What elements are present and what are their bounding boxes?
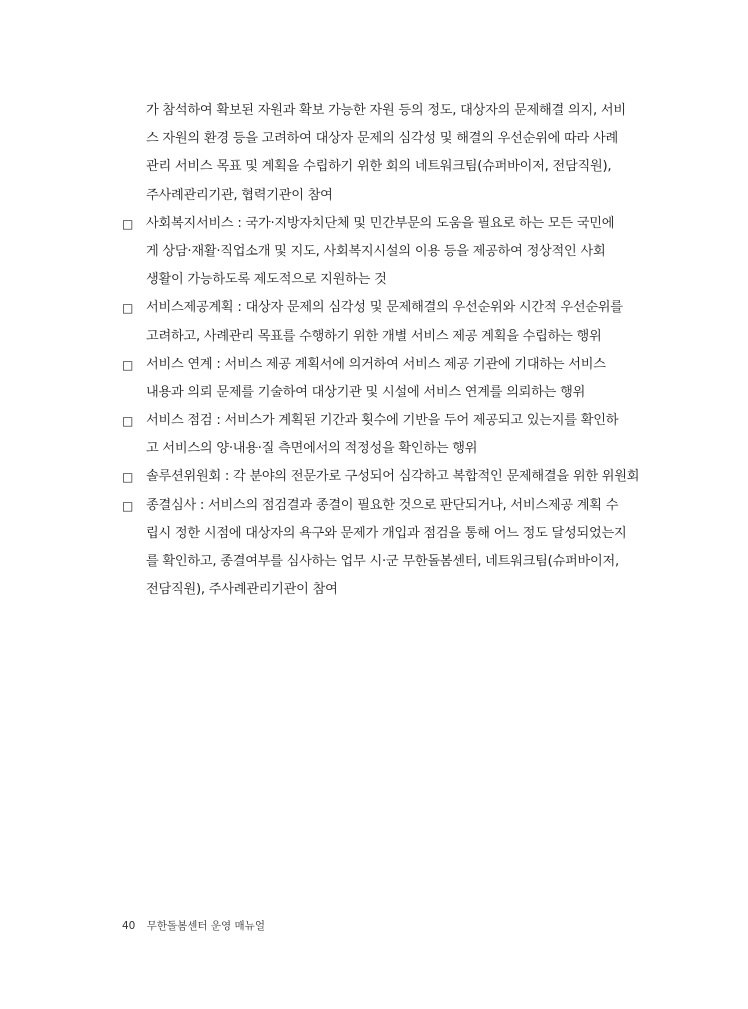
item-text: 를 확인하고, 종결여부를 심사하는 업무 시·군 무한돌봄센터, 네트워크팀(슈퍼바이저,: [146, 554, 619, 569]
page-number: 40: [122, 920, 136, 932]
glossary-item-service-plan: [122, 294, 644, 350]
glossary-item-closure-review: [122, 492, 644, 605]
glossary-item-social-welfare-service: [122, 210, 644, 295]
item-text: 내용과 의뢰 문제를 기술하여 대상기관 및 시설에 서비스 연계를 의뢰하는 행위: [146, 384, 586, 400]
item-text: 생활이 가능하도록 제도적으로 지원하는 것: [146, 272, 387, 288]
checkbox-bullet-icon: □: [122, 414, 134, 429]
item-text: 사회복지서비스 : 국가·지방자치단체 및 민간부문의 도움을 필요로 하는 모든 국민에: [146, 215, 615, 231]
item-text: 전담직원), 주사례관리기관이 참여: [146, 582, 338, 598]
item-text: 립시 정한 시점에 대상자의 욕구와 문제가 개입과 점검을 통해 어느 정도 달성되었는지: [146, 525, 627, 541]
glossary-item-service-linkage: [122, 351, 644, 407]
item-text: 종결심사 : 서비스의 점검결과 종결이 필요한 것으로 판단되거나, 서비스제공 계획 수: [146, 497, 619, 513]
text-line: 스 자원의 환경 등을 고려하여 대상자 문제의 심각성 및 해결의 우선순위에 따라 사례: [146, 131, 618, 147]
item-text: 고려하고, 사례관리 목표를 수행하기 위한 개별 서비스 제공 계획을 수립하는 행위: [146, 328, 602, 344]
checkbox-bullet-icon: □: [122, 498, 134, 513]
checkbox-bullet-icon: □: [122, 301, 134, 316]
glossary-body: [122, 97, 644, 604]
glossary-item-service-check: [122, 407, 644, 463]
item-text: 서비스 점검 : 서비스가 계획된 기간과 횟수에 기반을 두어 제공되고 있는지를 확인하: [146, 413, 619, 429]
item-text: 서비스 연계 : 서비스 제공 계획서에 의거하여 서비스 제공 기관에 기대하는 서비스: [146, 356, 606, 372]
text-line: 관리 서비스 목표 및 계획을 수립하기 위한 회의 네트워크팀(슈퍼바이저, 전담직원),: [146, 159, 612, 175]
footer-title: 무한돌봄센터 운영 매뉴얼: [146, 920, 265, 932]
glossary-item-solution-committee: [122, 463, 644, 491]
item-text: 고 서비스의 양·내용·질 측면에서의 적정성을 확인하는 행위: [146, 441, 478, 457]
checkbox-bullet-icon: □: [122, 357, 134, 372]
text-line: 주사례관리기관, 협력기관이 참여: [146, 187, 333, 203]
item-text: 게 상담·재활·직업소개 및 지도, 사회복지시설의 이용 등을 제공하여 정상적인 사회: [146, 243, 606, 259]
checkbox-bullet-icon: □: [122, 470, 134, 485]
checkbox-bullet-icon: □: [122, 216, 134, 231]
item-text: 서비스제공계획 : 대상자 문제의 심각성 및 문제해결의 우선순위와 시간적 우선순위를: [146, 300, 623, 316]
text-line: 가 참석하여 확보된 자원과 확보 가능한 자원 등의 정도, 대상자의 문제해결 의지, 서비: [146, 103, 626, 118]
page-footer: [122, 918, 265, 933]
continuation-paragraph: [122, 97, 644, 210]
item-text: 솔루션위원회 : 각 분야의 전문가로 구성되어 심각하고 복합적인 문제해결을 위한 위원회: [146, 469, 640, 485]
